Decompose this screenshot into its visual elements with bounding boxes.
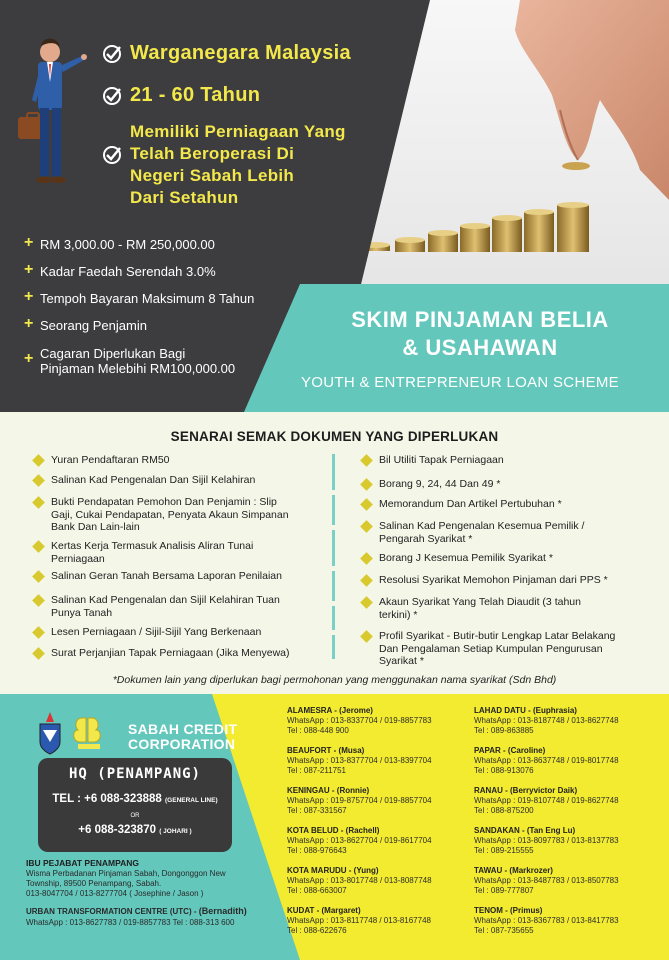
- checklist-item-text: Salinan Kad Pengenalan Dan Sijil Kelahiran: [51, 474, 256, 486]
- checklist-item-text: Dan Pengalaman Setiap Kumpulan Pengurusan: [379, 642, 603, 655]
- checklist-item-text: Syarikat *: [379, 655, 424, 667]
- checklist-item-text: Kertas Kerja Termasuk Analisis Aliran Tunai: [51, 540, 254, 552]
- hq-tel-general[interactable]: TEL : +6 088-323888 (GENERAL LINE): [52, 793, 218, 805]
- document-checklist: [0, 412, 669, 694]
- check-icon: [102, 86, 122, 106]
- branch-tel[interactable]: Tel : 088-875200: [474, 805, 534, 815]
- checklist-item-text: Lesen Perniagaan / Sijil-Sijil Yang Berkenaan: [51, 626, 262, 638]
- checklist-item: [362, 520, 662, 545]
- branch-name: TAWAU - (Markrozer): [474, 866, 553, 875]
- branch-name: TENOM - (Primus): [474, 906, 543, 915]
- branch-name: SANDAKAN - (Tan Eng Lu): [474, 826, 576, 835]
- branch-name: KOTA BELUD - (Rachell): [287, 826, 380, 835]
- hq-tel-johari[interactable]: +6 088-323870 ( JOHARI ): [78, 824, 192, 836]
- checklist-item: [34, 454, 330, 467]
- requirement-age: 21 - 60 Tahun: [102, 84, 260, 107]
- branch-whatsapp[interactable]: WhatsApp : 013-8017748 / 013-8087748: [287, 875, 432, 885]
- branch-contact: [474, 746, 654, 775]
- branch-name: KUDAT - (Margaret): [287, 906, 361, 915]
- branch-whatsapp[interactable]: WhatsApp : 013-8367783 / 013-8417783: [474, 915, 619, 925]
- checklist-item-text: Bank Dan Lain-lain: [51, 521, 140, 533]
- checklist-item-text: Memorandum Dan Artikel Pertubuhan *: [379, 498, 562, 510]
- branch-tel[interactable]: Tel : 087-331567: [287, 805, 347, 815]
- branch-whatsapp[interactable]: WhatsApp : 013-8377704 / 013-8397704: [287, 755, 432, 765]
- checklist-item: [362, 498, 662, 511]
- checklist-item-text: Yuran Pendaftaran RM50: [51, 454, 170, 466]
- check-icon: [102, 44, 122, 64]
- branch-name: PAPAR - (Caroline): [474, 746, 546, 755]
- checklist-item-text: Salinan Kad Pengenalan dan Sijil Kelahiran Tuan: [51, 594, 280, 606]
- checklist-item: [34, 647, 330, 660]
- benefit-rate: + Kadar Faedah Serendah 3.0%: [24, 261, 216, 279]
- branch-tel[interactable]: Tel : 089-863885: [474, 725, 534, 735]
- branch-tel[interactable]: Tel : 089-215555: [474, 845, 534, 855]
- checklist-item: [362, 454, 662, 467]
- branch-name: LAHAD DATU - (Euphrasia): [474, 706, 577, 715]
- checklist-item-text: Bukti Pendapatan Pemohon Dan Penjamin : Slip: [51, 496, 277, 508]
- branch-tel[interactable]: Tel : 088-448 900: [287, 725, 349, 735]
- checklist-item: [34, 626, 330, 639]
- checklist-item: [362, 478, 662, 491]
- head-office-address: IBU PEJABAT PENAMPANG Wisma Perbadanan Pinjaman Sabah, Dongonggon New Township, 89500 Penampang, Sabah. 013-8047704 / 013-8277704 ( Josephine / Jason ): [26, 858, 226, 898]
- checklist-note: *Dokumen lain yang diperlukan bagi permohonan yang menggunakan nama syarikat (Sdn Bhd): [112, 674, 557, 686]
- branch-whatsapp[interactable]: WhatsApp : 013-8637748 / 019-8017748: [474, 755, 619, 765]
- branch-name: RANAU - (Berryvictor Daik): [474, 786, 578, 795]
- hq-or: OR: [130, 813, 140, 819]
- plus-icon: +: [24, 234, 34, 251]
- branch-tel[interactable]: Tel : 087-211751: [287, 765, 347, 775]
- branch-contact: [287, 786, 467, 815]
- checklist-item-text: terkini) *: [379, 608, 418, 621]
- branch-contact: [287, 706, 467, 735]
- branch-tel[interactable]: Tel : 089-777807: [474, 885, 534, 895]
- branch-whatsapp[interactable]: WhatsApp : 013-8097783 / 013-8137783: [474, 835, 619, 845]
- hero-section: [0, 0, 669, 412]
- logos: [34, 712, 124, 761]
- branch-contact: [287, 906, 467, 935]
- checklist-item-text: Pengarah Syarikat *: [379, 532, 473, 545]
- checklist-item: [34, 570, 330, 583]
- checklist-item: [362, 574, 662, 587]
- branch-contact: [474, 706, 654, 735]
- checklist-item-text: Resolusi Syarikat Memohon Pinjaman dari PPS *: [379, 574, 608, 586]
- checklist-item-text: Borang 9, 24, 44 Dan 49 *: [379, 478, 501, 490]
- checklist-item: [362, 596, 662, 621]
- branch-whatsapp[interactable]: WhatsApp : 013-8187748 / 013-8627748: [474, 715, 619, 725]
- checklist-title: SENARAI SEMAK DOKUMEN YANG DIPERLUKAN: [170, 429, 499, 444]
- branch-contact: [474, 826, 654, 855]
- corporation-name: SABAH CREDIT CORPORATION: [128, 721, 238, 752]
- branch-tel[interactable]: Tel : 088-622676: [287, 925, 347, 935]
- branch-tel[interactable]: Tel : 087-735655: [474, 925, 534, 935]
- branch-name: BEAUFORT - (Musa): [287, 746, 365, 755]
- branch-contact: [287, 866, 467, 895]
- scheme-title: SKIM PINJAMAN BELIA & USAHAWAN: [351, 307, 609, 360]
- checklist-item: [362, 552, 662, 565]
- checklist-item: [362, 630, 662, 668]
- checklist-item-text: Salinan Kad Pengenalan Kesemua Pemilik /: [379, 520, 585, 532]
- checklist-item-text: Gaji, Cukai Pendapatan, Penyata Akaun Simpanan: [51, 508, 289, 521]
- branch-whatsapp[interactable]: WhatsApp : 013-8337704 / 019-8857783: [287, 715, 432, 725]
- plus-icon: +: [24, 350, 34, 367]
- hq-contact-box: [38, 758, 232, 852]
- column-divider: [332, 454, 336, 654]
- checklist-item-text: Akaun Syarikat Yang Telah Diaudit (3 tahun: [379, 596, 581, 608]
- checklist-item-text: Punya Tanah: [51, 606, 113, 619]
- contact-section: [0, 694, 669, 960]
- branch-contact: [474, 866, 654, 895]
- check-icon: [102, 145, 122, 165]
- plus-icon: +: [24, 261, 34, 278]
- branch-contact: [474, 786, 654, 815]
- checklist-item: [34, 594, 330, 619]
- branch-name: ALAMESRA - (Jerome): [287, 706, 373, 715]
- branch-tel[interactable]: Tel : 088-663007: [287, 885, 347, 895]
- branch-whatsapp[interactable]: WhatsApp : 013-8487783 / 013-8507783: [474, 875, 619, 885]
- checklist-item-text: Perniagaan: [51, 552, 105, 565]
- branch-contact: [287, 746, 467, 775]
- requirement-business: Memiliki Perniagaan Yang Telah Beroperasi Di Negeri Sabah Lebih Dari Setahun: [102, 121, 346, 209]
- branch-name: KOTA MARUDU - (Yung): [287, 866, 379, 875]
- branch-tel[interactable]: Tel : 088-976643: [287, 845, 347, 855]
- checklist-item: [34, 540, 330, 565]
- branch-contact: [287, 826, 467, 855]
- benefit-term: + Tempoh Bayaran Maksimum 8 Tahun: [24, 288, 255, 306]
- requirement-citizenship: Warganegara Malaysia: [102, 42, 351, 65]
- branch-name: KENINGAU - (Ronnie): [287, 786, 370, 795]
- benefit-guarantor: + Seorang Penjamin: [24, 315, 147, 333]
- checklist-item: [34, 496, 330, 534]
- branch-whatsapp[interactable]: WhatsApp : 019-8757704 / 019-8857704: [287, 795, 432, 805]
- checklist-item-text: Surat Perjanjian Tapak Perniagaan (Jika Menyewa): [51, 647, 290, 659]
- scheme-subtitle: YOUTH & ENTREPRENEUR LOAN SCHEME: [301, 374, 619, 391]
- plus-icon: +: [24, 288, 34, 305]
- benefit-amount: + RM 3,000.00 - RM 250,000.00: [24, 234, 215, 252]
- checklist-item-text: Salinan Geran Tanah Bersama Laporan Penilaian: [51, 570, 282, 582]
- utc-contact: URBAN TRANSFORMATION CENTRE (UTC) - (Bernadith) WhatsApp : 013-8627783 / 019-8857783 Tel : 088-313 600: [26, 906, 247, 927]
- branch-whatsapp[interactable]: WhatsApp : 019-8107748 / 019-8627748: [474, 795, 619, 805]
- hq-title: HQ (PENAMPANG): [68, 766, 201, 782]
- branch-contact: [474, 906, 654, 935]
- checklist-item-text: Borang J Kesemua Pemilik Syarikat *: [379, 552, 553, 564]
- checklist-item-text: Profil Syarikat - Butir-butir Lengkap Latar Belakang: [379, 630, 616, 642]
- branch-tel[interactable]: Tel : 088-913076: [474, 765, 534, 775]
- sabah-crest-icon: [34, 712, 124, 756]
- checklist-item: [34, 474, 330, 487]
- branch-whatsapp[interactable]: WhatsApp : 013-8117748 / 013-8167748: [287, 915, 431, 925]
- branch-whatsapp[interactable]: WhatsApp : 013-8627704 / 019-8617704: [287, 835, 432, 845]
- plus-icon: +: [24, 315, 34, 332]
- checklist-item-text: Bil Utiliti Tapak Perniagaan: [379, 454, 504, 466]
- benefit-collateral: + Cagaran Diperlukan Bagi Pinjaman Melebihi RM100,000.00: [24, 346, 236, 376]
